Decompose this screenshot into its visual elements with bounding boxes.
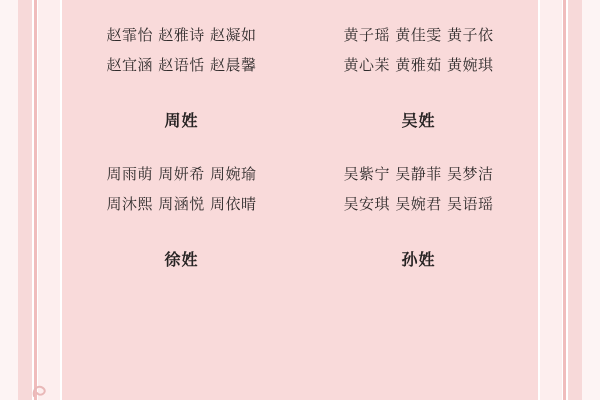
frame-inner-left [38, 0, 60, 400]
surname-heading: 吴姓 [401, 111, 436, 130]
name-column-right-2 [305, 159, 532, 219]
surname-column-right-1 [305, 108, 532, 131]
name-row: 周雨萌 周妍希 周婉瑜 [106, 165, 257, 183]
name-row: 吴紫宁 吴静菲 吴梦洁 [343, 165, 494, 183]
surname-heading-row-2 [68, 247, 532, 270]
name-group-1 [68, 20, 532, 80]
frame-inner-right [540, 0, 562, 400]
name-row: 周沐熙 周涵悦 周依晴 [106, 195, 257, 213]
frame-band-right [568, 0, 582, 400]
frame-line-right [563, 0, 566, 400]
name-list-content [62, 0, 538, 400]
name-group-2 [68, 159, 532, 219]
surname-column-left-2 [68, 247, 295, 270]
frame-band-left [18, 0, 32, 400]
name-column-left-1 [68, 20, 295, 80]
name-column-right-1 [305, 20, 532, 80]
frame-outer-left [0, 0, 18, 400]
frame-outer-right [582, 0, 600, 400]
name-row: 赵宜涵 赵语恬 赵晨馨 [106, 56, 257, 74]
surname-heading: 周姓 [164, 111, 199, 130]
name-column-left-2 [68, 159, 295, 219]
name-row: 黄子瑶 黄佳雯 黄子依 [343, 26, 494, 44]
name-row: 吴安琪 吴婉君 吴语瑶 [343, 195, 494, 213]
name-row: 赵霏怡 赵雅诗 赵凝如 [106, 26, 257, 44]
surname-column-right-2 [305, 247, 532, 270]
surname-heading-row-1 [68, 108, 532, 131]
top-spacer [68, 8, 532, 20]
surname-column-left-1 [68, 108, 295, 131]
name-list-card [62, 0, 538, 400]
name-row: 黄心苿 黄雅茹 黄婉琪 [343, 56, 494, 74]
frame-line-left [34, 0, 37, 400]
surname-heading: 徐姓 [164, 250, 199, 269]
name-list-card-inner [62, 0, 538, 400]
surname-heading: 孙姓 [401, 250, 436, 269]
